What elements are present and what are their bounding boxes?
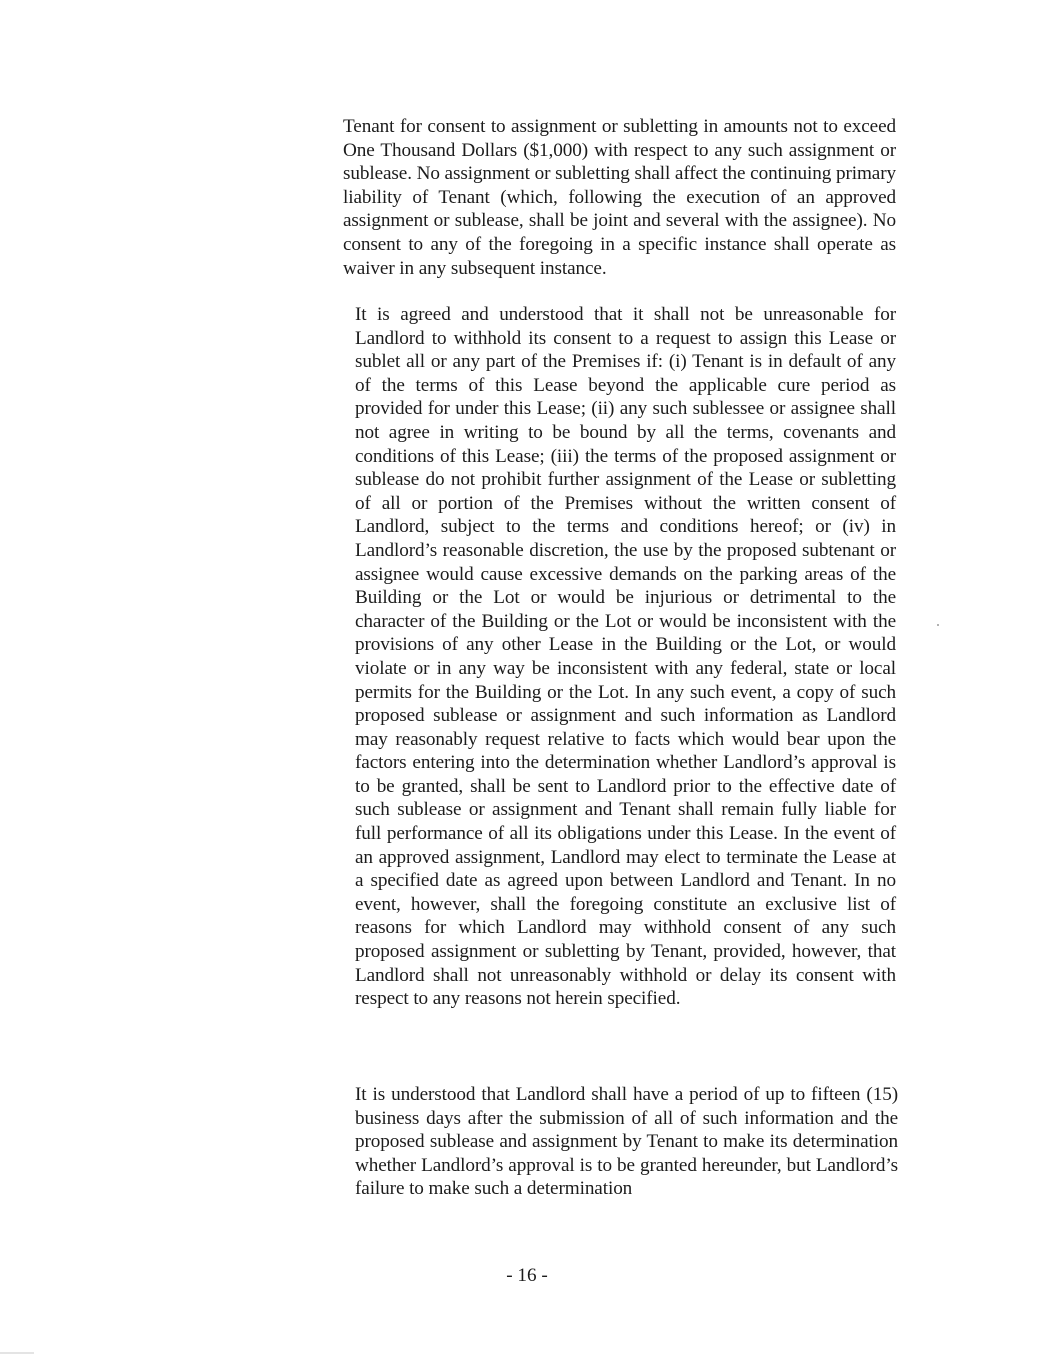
page-number: - 16 - [506,1265,548,1286]
paragraph-withhold-consent: It is agreed and understood that it shall not be unreasonable for Landlord to withhold its consent to a request to assign this Lease or sublet all or any part of the Premises if: (i) Tenant is in default of any of the terms of this Lease beyond the applicable cure period as provided for under this Lease; (ii) any such sublessee or assignee shall not agree in writing to be bound by all the terms, covenants and conditions of this Lease; (iii) the terms of the proposed assignment or sublease do not prohibit further assignment of the Lease or subletting of all or portion of the Premises without the written consent of Landlord, subject to the terms and conditions hereof; or (iv) in Landlord’s reasonable discretion, the use by the proposed subtenant or assignee would cause excessive demands on the parking areas of the Building or the Lot or would be injurious or detrimental to the character of the Building or the Lot or would be inconsistent with the provisions of any other Lease in the Building or the Lot, or would violate or in any way be inconsistent with any federal, state or local permits for the Building or the Lot. In any such event, a copy of such proposed sublease or assignment and such information as Landlord may reasonably request relative to facts which would bear upon the factors entering into the determination whether Landlord’s approval is to be granted, shall be sent to Landlord prior to the effective date of such sublease or assignment and Tenant shall remain fully liable for full performance of all its obligations under this Lease. In the event of an approved assignment, Landlord may elect to terminate the Lease at a specified date as agreed upon between Landlord and Tenant. In no event, however, shall the foregoing constitute an exclusive list of reasons for which Landlord may withhold consent of any such proposed assignment or subletting by Tenant, provided, however, that Landlord shall not unreasonably withhold or delay its consent with respect to any reasons not herein specified. [355,304,896,1010]
paragraph-consent-costs: Tenant for consent to assignment or subletting in amounts not to exceed One Thousand Dollars ($1,000) with respect to any such assignment or sublease. No assignment or subletting shall affect the continuing primary liability of Tenant (which, following the execution of an approved assignment or sublease, shall be joint and several with the assignee). No consent to any of the foregoing in a specific instance shall operate as waiver in any subsequent instance. [343,116,896,279]
scan-speck [937,624,939,626]
paragraph-determination-period: It is understood that Landlord shall have a period of up to fifteen (15) business days after the submission of all of such information and the proposed sublease and assignment by Tenant to make its determination whether Landlord’s approval is to be granted hereunder, but Landlord’s failure to make such a determination [355,1084,898,1200]
scan-edge-mark [0,1352,34,1354]
